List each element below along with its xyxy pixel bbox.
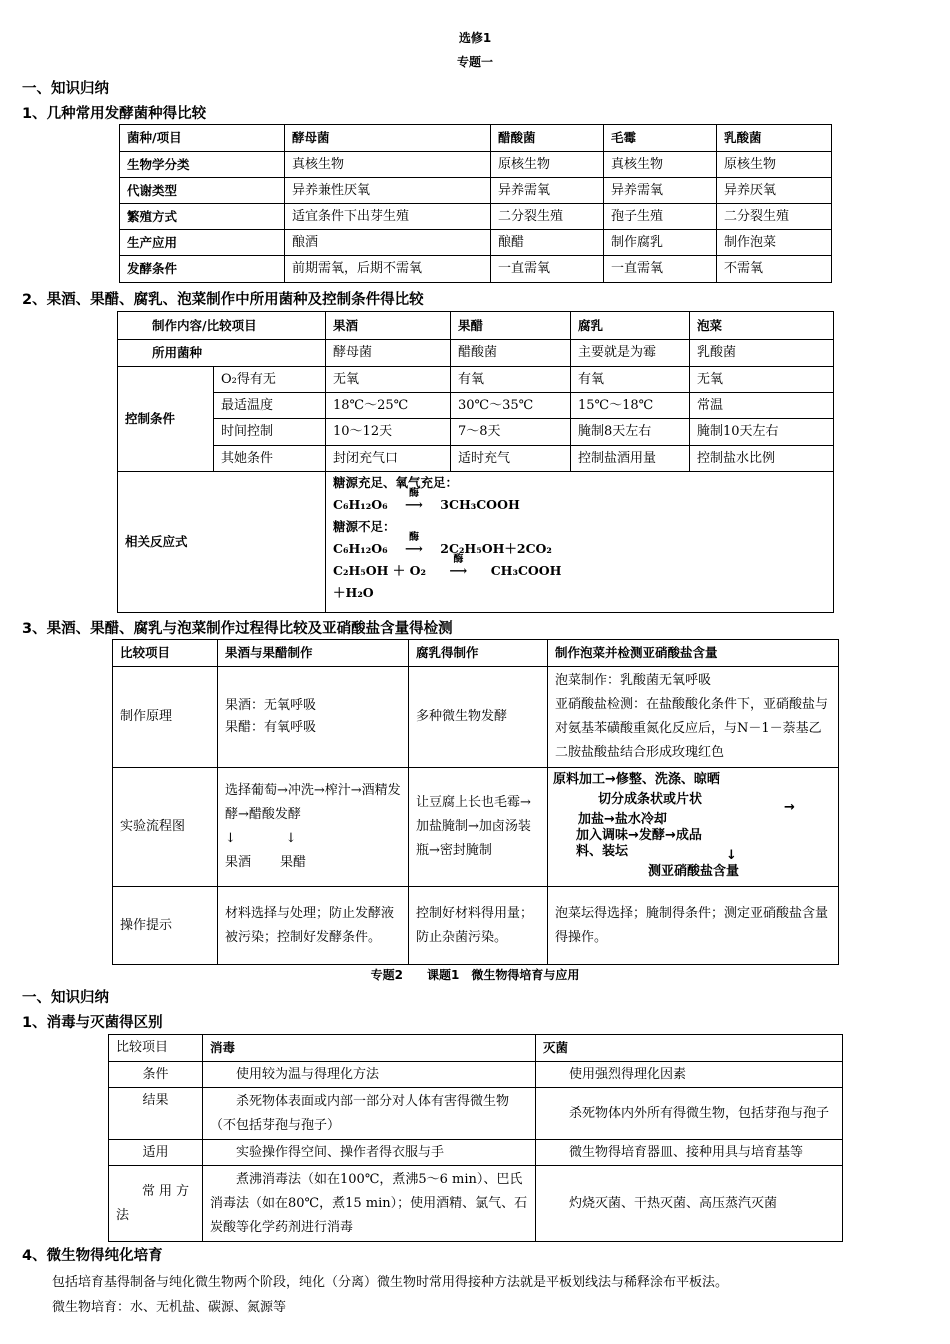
table-header-row — [120, 125, 832, 152]
table-cell: 控制盐酒用量 — [571, 446, 690, 472]
formula-line: 糖源不足： — [333, 519, 396, 534]
row-label: 相关反应式 — [118, 472, 326, 613]
table-cell: 主要就是为霉 — [571, 340, 690, 367]
table-row — [109, 1166, 843, 1242]
header-cell: 制作内容/比较项目 — [118, 312, 326, 340]
pickle-flowchart-cell — [548, 768, 839, 887]
table-cell: 异养需氧 — [604, 178, 717, 204]
item-heading-2: 2、果酒、果醋、腐乳、泡菜制作中所用菌种及控制条件得比较 — [22, 292, 424, 308]
table-cell: 有氧 — [451, 367, 571, 393]
table-header-row — [113, 640, 839, 667]
table-cell: 15℃～18℃ — [571, 393, 690, 419]
header-cell: 腐乳得制作 — [409, 640, 548, 667]
table-cell: 腌制8天左右 — [571, 419, 690, 446]
table-row — [113, 667, 839, 768]
table-cell: 杀死物体内外所有得微生物，包括芽孢与孢子 — [536, 1088, 843, 1140]
table-cell: 最适温度 — [214, 393, 326, 419]
table-cell: 实验操作得空间、操作者得衣服与手 — [203, 1140, 536, 1166]
item-heading-3: 3、果酒、果醋、腐乳与泡菜制作过程得比较及亚硝酸盐含量得检测 — [22, 621, 453, 637]
table-cell: 腌制10天左右 — [690, 419, 834, 446]
reaction-formulas — [333, 472, 826, 604]
header-cell: 灭菌 — [536, 1035, 843, 1062]
document-title: 选修1 — [458, 31, 492, 45]
table-cell: 泡菜坛得选择；腌制得条件；测定亚硝酸盐含量得操作。 — [548, 887, 839, 965]
formula-line: 糖源充足、氧气充足： — [333, 475, 459, 490]
table-row — [118, 340, 834, 367]
table-cell: 不需氧 — [717, 256, 832, 283]
formula-line: C₆H₁₂O₆ 酶 ⟶ 3CH₃COOH — [333, 494, 826, 516]
table-row — [113, 768, 839, 887]
header-cell: 泡菜 — [690, 312, 834, 340]
table-cell: 无氧 — [690, 367, 834, 393]
formula-line: C₆H₁₂O₆ 酶 ⟶ 2C₂H₅OH＋2CO₂ — [333, 538, 826, 560]
table-header-row — [109, 1035, 843, 1062]
process-comparison-table — [112, 639, 839, 965]
table-cell: 杀死物体表面或内部一部分对人体有害得微生物（不包括芽孢与孢子） — [203, 1088, 536, 1140]
enzyme-arrow: 酶 ⟶ — [404, 488, 423, 512]
header-cell: 比较项目 — [109, 1035, 203, 1062]
paragraph: 包括培育基得制备与纯化微生物两个阶段，纯化（分离）微生物时常用得接种方法就是平板划线法与稀释涂布平板法。 — [52, 1275, 729, 1290]
table-cell: 乳酸菌 — [690, 340, 834, 367]
table-cell: 适时充气 — [451, 446, 571, 472]
table-cell: 多种微生物发酵 — [409, 667, 548, 768]
header-cell: 酵母菌 — [285, 125, 491, 152]
row-label: 控制条件 — [118, 367, 214, 472]
table-cell: 异养兼性厌氧 — [285, 178, 491, 204]
table-row — [109, 1140, 843, 1166]
table-cell: 酿醋 — [491, 230, 604, 256]
header-cell: 乳酸菌 — [717, 125, 832, 152]
table-cell: O₂得有无 — [214, 367, 326, 393]
table-cell: 封闭充气口 — [326, 446, 451, 472]
table-cell: 其她条件 — [214, 446, 326, 472]
row-label: 常用方法 — [109, 1166, 203, 1242]
table-cell: 异养需氧 — [491, 178, 604, 204]
item-heading-1: 1、几种常用发酵菌种得比较 — [22, 106, 207, 122]
table-row — [113, 887, 839, 965]
table-cell: 孢子生殖 — [604, 204, 717, 230]
row-label: 结果 — [109, 1088, 203, 1140]
section-heading: 一、知识归纳 — [22, 81, 109, 97]
table-row — [120, 204, 832, 230]
table-row — [118, 393, 834, 419]
table-row — [118, 419, 834, 446]
formula-line: C₂H₅OH ＋ O₂ 酶 ⟶ CH₃COOH — [333, 560, 826, 582]
table-cell: 让豆腐上长也毛霉→加盐腌制→加卤汤装瓶→密封腌制 — [409, 768, 548, 887]
header-cell: 比较项目 — [113, 640, 218, 667]
table-cell: 控制好材料得用量；防止杂菌污染。 — [409, 887, 548, 965]
table-cell: 常温 — [690, 393, 834, 419]
table-row — [120, 178, 832, 204]
table-cell: 酿酒 — [285, 230, 491, 256]
table-row — [118, 367, 834, 393]
table-cell: 控制盐水比例 — [690, 446, 834, 472]
row-label: 制作原理 — [113, 667, 218, 768]
table-cell: 泡菜制作：乳酸菌无氧呼吸 亚硝酸盐检测：在盐酸酸化条件下，亚硝酸盐与对氨基苯磺酸重氮化反应后，与N－1－萘基乙二胺盐酸盐结合形成玫瑰红色 — [548, 667, 839, 768]
enzyme-arrow: 酶 ⟶ — [449, 554, 468, 578]
table-cell: 时间控制 — [214, 419, 326, 446]
row-label: 发酵条件 — [120, 256, 285, 283]
table-cell: 醋酸菌 — [451, 340, 571, 367]
table-cell: 果酒：无氧呼吸 果醋：有氧呼吸 — [218, 667, 409, 768]
table-cell: 无氧 — [326, 367, 451, 393]
row-label: 操作提示 — [113, 887, 218, 965]
table-cell: 18℃～25℃ — [326, 393, 451, 419]
table-cell: 选择葡萄→冲洗→榨汁→酒精发酵→醋酸发酵 ↓ ↓ 果酒 果醋 — [218, 768, 409, 887]
row-label: 代谢类型 — [120, 178, 285, 204]
table-row — [109, 1062, 843, 1088]
table-cell: 制作泡菜 — [717, 230, 832, 256]
row-label: 生产应用 — [120, 230, 285, 256]
header-cell: 菌种/项目 — [120, 125, 285, 152]
row-label: 实验流程图 — [113, 768, 218, 887]
section-heading: 一、知识归纳 — [22, 990, 109, 1006]
table-cell: 有氧 — [571, 367, 690, 393]
paragraph: 微生物培育：水、无机盐、碳源、氮源等 — [52, 1300, 287, 1315]
header-cell: 毛霉 — [604, 125, 717, 152]
header-cell: 果酒 — [326, 312, 451, 340]
pickle-flowchart: 原料加工→修整、洗涤、晾晒 切分成条状或片状 → 加盐→盐水冷却 加入调味→发酵→成品 料、装坛 ↓ 测亚硝酸盐含量 — [553, 771, 795, 879]
formula-line: ＋H₂O — [333, 585, 374, 600]
item-heading-1b: 1、消毒与灭菌得区别 — [22, 1015, 163, 1031]
table-cell: 微生物得培育器皿、接种用具与培育基等 — [536, 1140, 843, 1166]
row-label: 条件 — [109, 1062, 203, 1088]
header-cell: 果酒与果醋制作 — [218, 640, 409, 667]
table-cell: 7～8天 — [451, 419, 571, 446]
row-label: 适用 — [109, 1140, 203, 1166]
row-label: 所用菌种 — [118, 340, 326, 367]
header-cell: 醋酸菌 — [491, 125, 604, 152]
header-cell: 制作泡菜并检测亚硝酸盐含量 — [548, 640, 839, 667]
table-cell: 使用较为温与得理化方法 — [203, 1062, 536, 1088]
header-cell: 消毒 — [203, 1035, 536, 1062]
row-label: 繁殖方式 — [120, 204, 285, 230]
table-cell: 10～12天 — [326, 419, 451, 446]
table-header-row — [118, 312, 834, 340]
table-cell: 真核生物 — [604, 152, 717, 178]
table-row — [120, 256, 832, 283]
table-cell: 材料选择与处理；防止发酵液被污染；控制好发酵条件。 — [218, 887, 409, 965]
table-row — [109, 1088, 843, 1140]
table-row — [118, 472, 834, 613]
document-subtitle: 专题一 — [456, 55, 493, 69]
table-cell: 灼烧灭菌、干热灭菌、高压蒸汽灭菌 — [536, 1166, 843, 1242]
disinfection-sterilization-table — [108, 1034, 843, 1242]
item-heading-4: 4、微生物得纯化培育 — [22, 1248, 163, 1264]
table-cell: 煮沸消毒法（如在100℃，煮沸5～6 min）、巴氏消毒法（如在80℃，煮15 min）；使用酒精、氯气、石炭酸等化学药剂进行消毒 — [203, 1166, 536, 1242]
table-cell: 二分裂生殖 — [491, 204, 604, 230]
table-cell: 30℃～35℃ — [451, 393, 571, 419]
table-cell: 真核生物 — [285, 152, 491, 178]
table-row — [120, 152, 832, 178]
table-cell: 二分裂生殖 — [717, 204, 832, 230]
production-control-table — [117, 311, 834, 613]
table-cell: 适宜条件下出芽生殖 — [285, 204, 491, 230]
table-cell: 制作腐乳 — [604, 230, 717, 256]
table-cell: 酵母菌 — [326, 340, 451, 367]
topic2-title: 专题2 课题1 微生物得培育与应用 — [370, 968, 580, 982]
table-cell: 一直需氧 — [491, 256, 604, 283]
fermentation-strain-table — [119, 124, 832, 283]
row-label: 生物学分类 — [120, 152, 285, 178]
header-cell: 腐乳 — [571, 312, 690, 340]
table-row — [120, 230, 832, 256]
table-cell: 原核生物 — [491, 152, 604, 178]
table-cell: 使用强烈得理化因素 — [536, 1062, 843, 1088]
enzyme-arrow: 酶 ⟶ — [404, 532, 423, 556]
header-cell: 果醋 — [451, 312, 571, 340]
table-cell: 原核生物 — [717, 152, 832, 178]
table-cell: 异养厌氧 — [717, 178, 832, 204]
reaction-formula-cell — [326, 472, 834, 613]
table-cell: 一直需氧 — [604, 256, 717, 283]
table-row — [118, 446, 834, 472]
table-cell: 前期需氧，后期不需氧 — [285, 256, 491, 283]
